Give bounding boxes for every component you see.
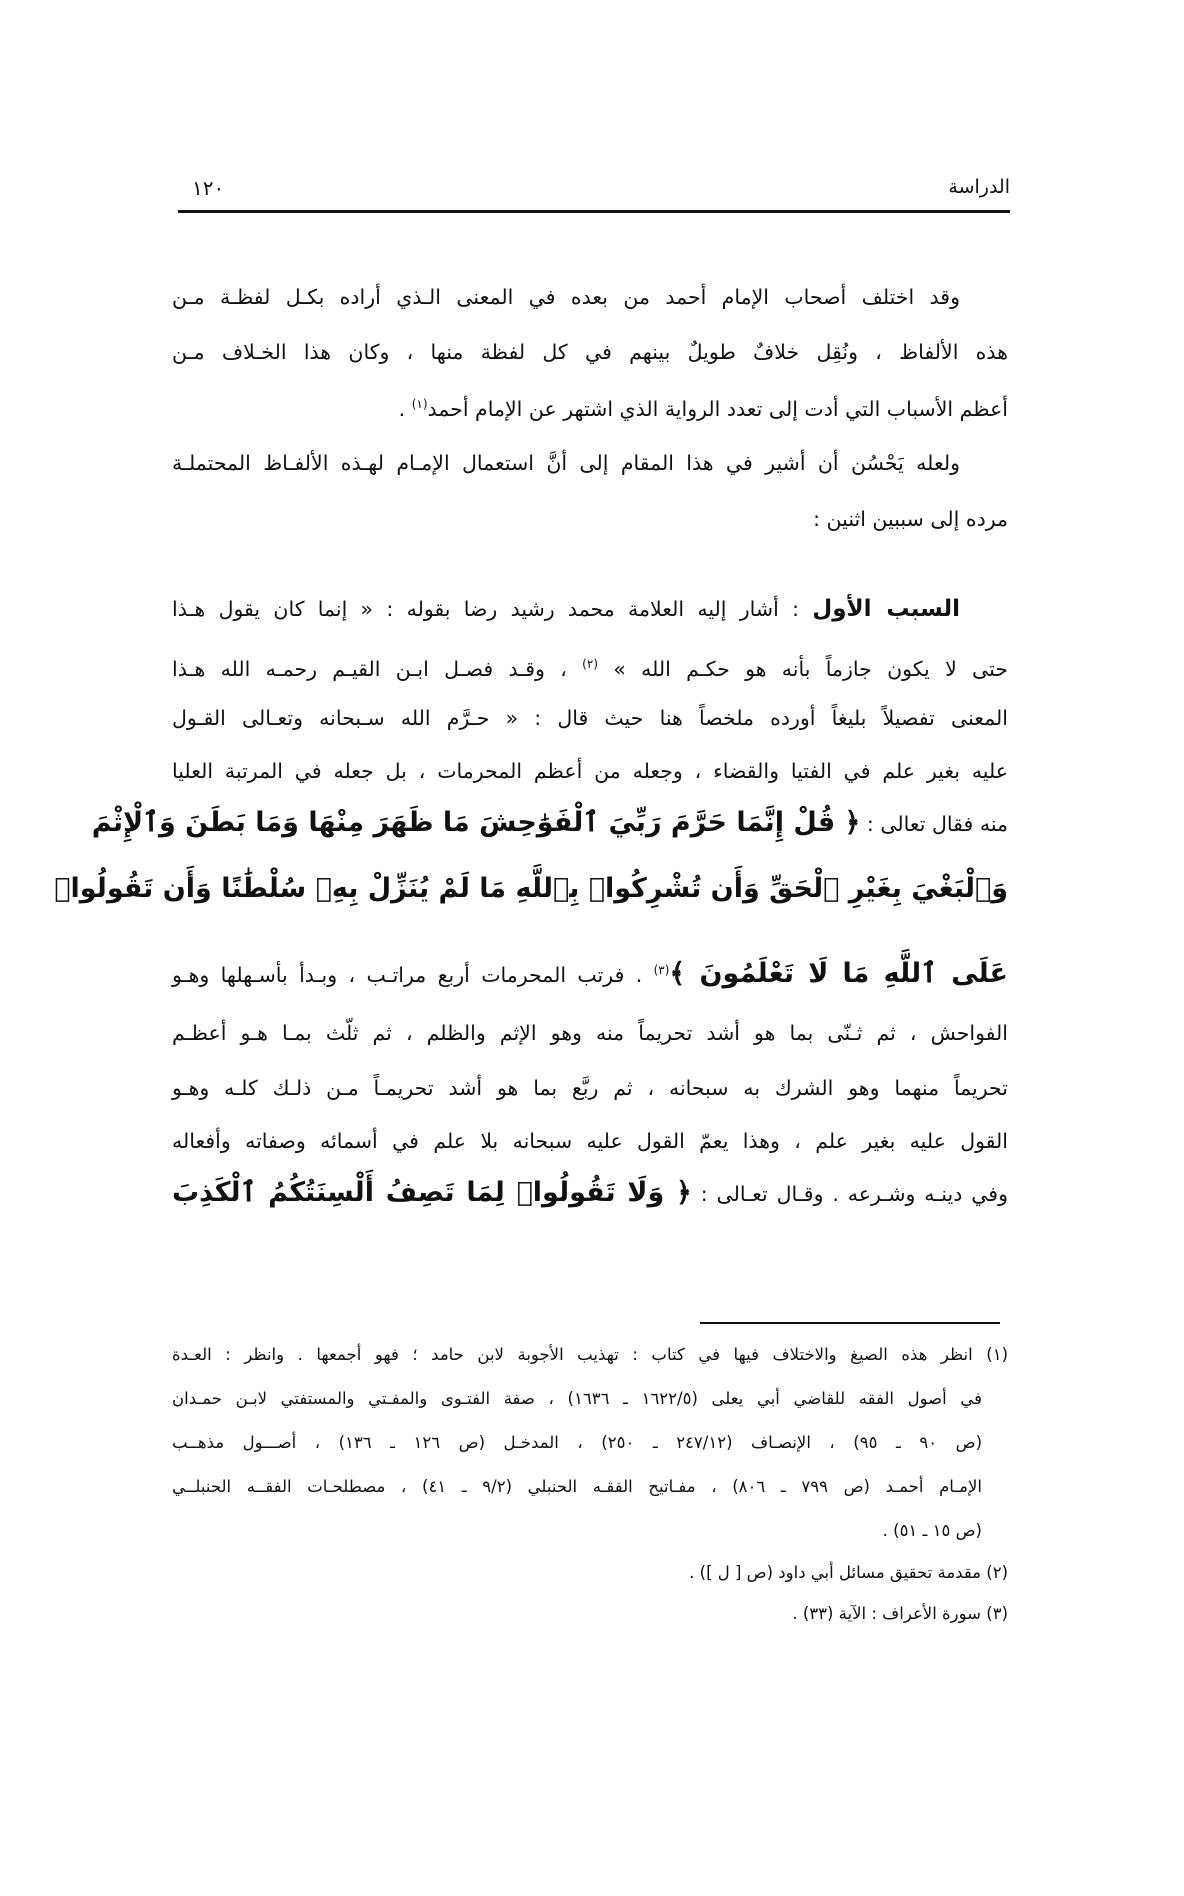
- text-line: [172, 389, 1008, 424]
- text-span: أعظم الأسباب التي أدت إلى تعدد الرواية الذي اشتهر عن الإمام أحمد: [427, 396, 1008, 421]
- text-line: عليه بغير علم في الفتيا والقضاء ، وجعله من أعظم المحرمات ، بل جعله في المرتبة العليا: [172, 759, 1008, 783]
- text-line: هذه الألفاظ ، ونُقِل خلافٌ طويلٌ بينهم في كل لفظة منها ، وكان هذا الخـلاف مـن: [172, 340, 1008, 364]
- text-line: [172, 649, 1008, 684]
- text-line: [91, 807, 1008, 839]
- footnote-ref[interactable]: (١): [411, 397, 428, 411]
- text-span: حتى لا يكون جازماً بأنه هو حكـم الله »: [598, 656, 1009, 681]
- text-line: وقد اختلف أصحاب الإمام أحمد من بعده في المعنى الـذي أراده بكـل لفظـة مـن: [172, 285, 960, 309]
- footnote-line: (ص ١٥ ـ ٥١) .: [882, 1521, 982, 1540]
- text-line: مرده إلى سببين اثنين :: [813, 507, 1008, 531]
- text-span: ، وقـد فصـل ابـن القيـم رحمـه الله هـذا: [172, 656, 583, 681]
- text-line: تحريماً منهما وهو الشرك به سبحانه ، ثم ربَّع بما هو أشد تحريمـاً مـن ذلـك كلـه وهـو: [172, 1076, 1008, 1100]
- quran-verse: ﴿ قُلْ إِنَّمَا حَرَّمَ رَبِّيَ ٱلْفَوَٰحِشَ مَا ظَهَرَ مِنْهَا وَمَا بَطَنَ وَٱلْإِثْمَ: [91, 807, 861, 838]
- running-header: [178, 172, 1010, 212]
- section-lead: السبب الأول: [812, 596, 961, 622]
- text-line: الفواحش ، ثم ثـنّى بما هو أشد تحريماً منه وهو الإثم والظلم ، ثم ثلّث بمـا هـو أعظـم: [172, 1021, 1008, 1045]
- page-number: ١٢٠: [192, 176, 225, 200]
- chapter-title: الدراسة: [948, 176, 1010, 198]
- quran-verse: ﴿ وَلَا تَقُولُوا۟ لِمَا تَصِفُ أَلْسِنَتُكُمُ ٱلْكَذِبَ: [172, 1177, 692, 1208]
- text-line: المعنى تفصيلاً بليغاً أورده ملخصاً هنا حيث قال : « حـرَّم الله سـبحانه وتعـالى القـول: [172, 706, 1008, 730]
- text-span: وفي دينـه وشـرعه . وقـال تعـالى :: [691, 1182, 1009, 1206]
- text-line: ولعله يَحْسُن أن أشير في هذا المقام إلى أنَّ استعمال الإمـام لهـذه الألفـاظ المحتملـة: [172, 451, 960, 475]
- footnote-line: الإمـام أحمـد (ص ٧٩٩ ـ ٨٠٦) ، مفـاتيح الفقـه الحنبلي (٩/٢ ـ ٤١) ، مصطلحـات الفقــه الحنبلــي: [172, 1477, 982, 1496]
- footnote-ref[interactable]: (٣): [653, 963, 670, 977]
- text-line: [172, 594, 1008, 624]
- footnote-line: (ص ٩٠ ـ ٩٥) ، الإنصـاف (٢٤٧/١٢ ـ ٢٥٠) ، المدخـل (ص ١٢٦ ـ ١٣٦) ، أصـــول مذهــب: [172, 1433, 983, 1452]
- text-span: .: [398, 396, 412, 421]
- footnote-line: في أصول الفقه للقاضي أبي يعلى (١٦٢٢/٥ ـ ١٦٣٦) ، صفة الفتـوى والمفـتي والمستفتي لابـن حمـدان: [172, 1389, 983, 1408]
- text-line: [172, 1178, 1008, 1209]
- footnote-line: (٢) مقدمة تحقيق مسائل أبي داود (ص [ ل ]) .: [689, 1563, 1008, 1582]
- footnote-separator: [700, 1322, 1000, 1324]
- footnote-ref[interactable]: (٢): [582, 657, 598, 671]
- footnote-line: (٣) سورة الأعراف : الآية (٣٣) .: [792, 1604, 1008, 1623]
- text-line: [172, 955, 1008, 990]
- text-line: القول عليه بغير علم ، وهذا يعمّ القول عليه سبحانه بلا علم في أسمائه وصفاته وأفعاله: [172, 1129, 1008, 1153]
- footnote-line: (١) انظر هذه الصيغ والاختلاف فيها في كتاب : تهذيب الأجوبة لابن حامد ؛ فهو أجمعها . وانظر : العـدة: [172, 1345, 1008, 1364]
- quran-verse-line: وَٱلْبَغْيَ بِغَيْرِ ٱلْحَقِّ وَأَن تُشْرِكُوا۟ بِٱللَّهِ مَا لَمْ يُنَزِّلْ بِهِۦ سُلْطَٰنًا وَأَن تَقُولُوا۟: [54, 873, 1008, 904]
- text-span: منه فقال تعالى :: [860, 812, 1008, 836]
- text-span: . فرتب المحرمات أربع مراتـب ، وبـدأ بأسـهلها وهـو: [172, 962, 654, 987]
- text-span: : أشار إليه العلامة محمد رشيد رضا بقوله : « إنما كان يقول هـذا: [172, 597, 813, 621]
- quran-verse: عَلَى ٱللَّهِ مَا لَا تَعْلَمُونَ ﴾: [669, 957, 1008, 989]
- header-rule: [178, 210, 1010, 213]
